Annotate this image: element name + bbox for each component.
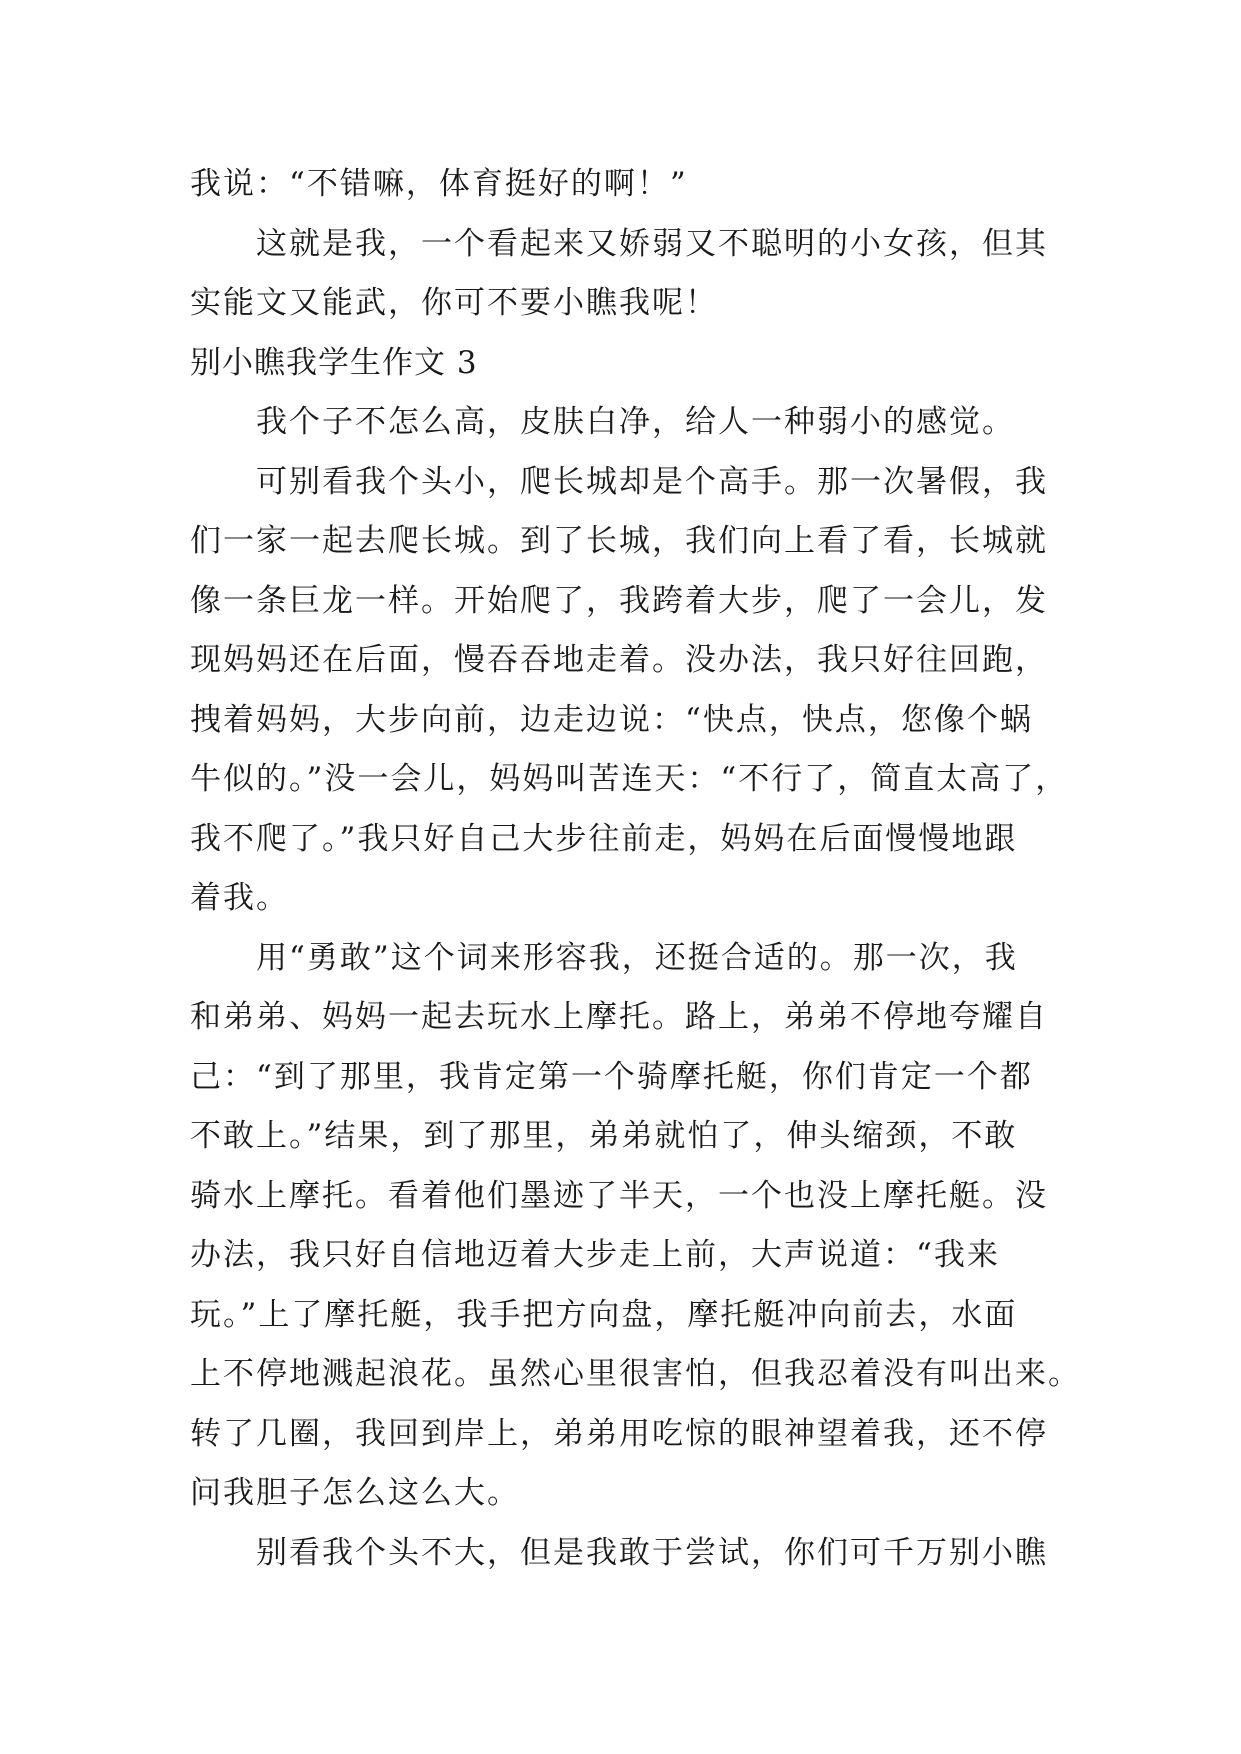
document-body [190, 155, 1081, 1583]
text-line: 这就是我，一个看起来又娇弱又不聪明的小女孩，但其 [256, 225, 1048, 262]
text-line: 我说：“不错嘛，体育挺好的啊！” [190, 166, 688, 202]
text-line: 实能文又能武，你可不要小瞧我呢！ [190, 285, 718, 321]
text-line: 玩。”上了摩托艇，我手把方向盘，摩托艇冲向前去，水面 [190, 1296, 1018, 1333]
text-line: 现妈妈还在后面，慢吞吞地走着。没办法，我只好往回跑， [190, 642, 1048, 678]
text-line: 们一家一起去爬长城。到了长城，我们向上看了看，长城就 [190, 523, 1048, 559]
text-line: 不敢上。”结果，到了那里，弟弟就怕了，伸头缩颈，不敢 [190, 1118, 1018, 1154]
text-line: 转了几圈，我回到岸上，弟弟用吃惊的眼神望着我，还不停 [190, 1415, 1048, 1452]
text-line: 像一条巨龙一样。开始爬了，我跨着大步，爬了一会儿，发 [190, 582, 1048, 619]
text-line: 和弟弟、妈妈一起去玩水上摩托。路上，弟弟不停地夸耀自 [190, 999, 1048, 1035]
text-line: 着我。 [190, 880, 289, 916]
text-line: 拽着妈妈，大步向前，边走边说：“快点，快点，您像个蜗 [190, 701, 1033, 738]
text-line: 办法，我只好自信地迈着大步走上前，大声说道：“我来 [190, 1237, 1000, 1273]
text-line: 可别看我个头小，爬长城却是个高手。那一次暑假，我 [256, 463, 1048, 500]
text-line: 用“勇敢”这个词来形容我，还挺合适的。那一次，我 [256, 939, 1018, 976]
text-line: 我个子不怎么高，皮肤白净，给人一种弱小的感觉。 [256, 404, 1015, 440]
text-line: 我不爬了。”我只好自己大步往前走，妈妈在后面慢慢地跟 [190, 820, 1018, 857]
text-line: 问我胆子怎么这么大。 [190, 1475, 520, 1511]
text-line: 牛似的。”没一会儿，妈妈叫苦连天：“不行了，简直太高了， [190, 761, 1069, 797]
text-line: 别看我个头不大，但是我敢于尝试，你们可千万别小瞧 [256, 1534, 1048, 1571]
text-line: 上不停地溅起浪花。虽然心里很害怕，但我忍着没有叫出来。 [190, 1356, 1081, 1392]
text-line: 骑水上摩托。看着他们墨迹了半天，一个也没上摩托艇。没 [190, 1177, 1048, 1214]
section-title: 别小瞧我学生作文 3 [190, 344, 478, 381]
text-line: 己：“到了那里，我肯定第一个骑摩托艇，你们肯定一个都 [190, 1058, 1033, 1095]
